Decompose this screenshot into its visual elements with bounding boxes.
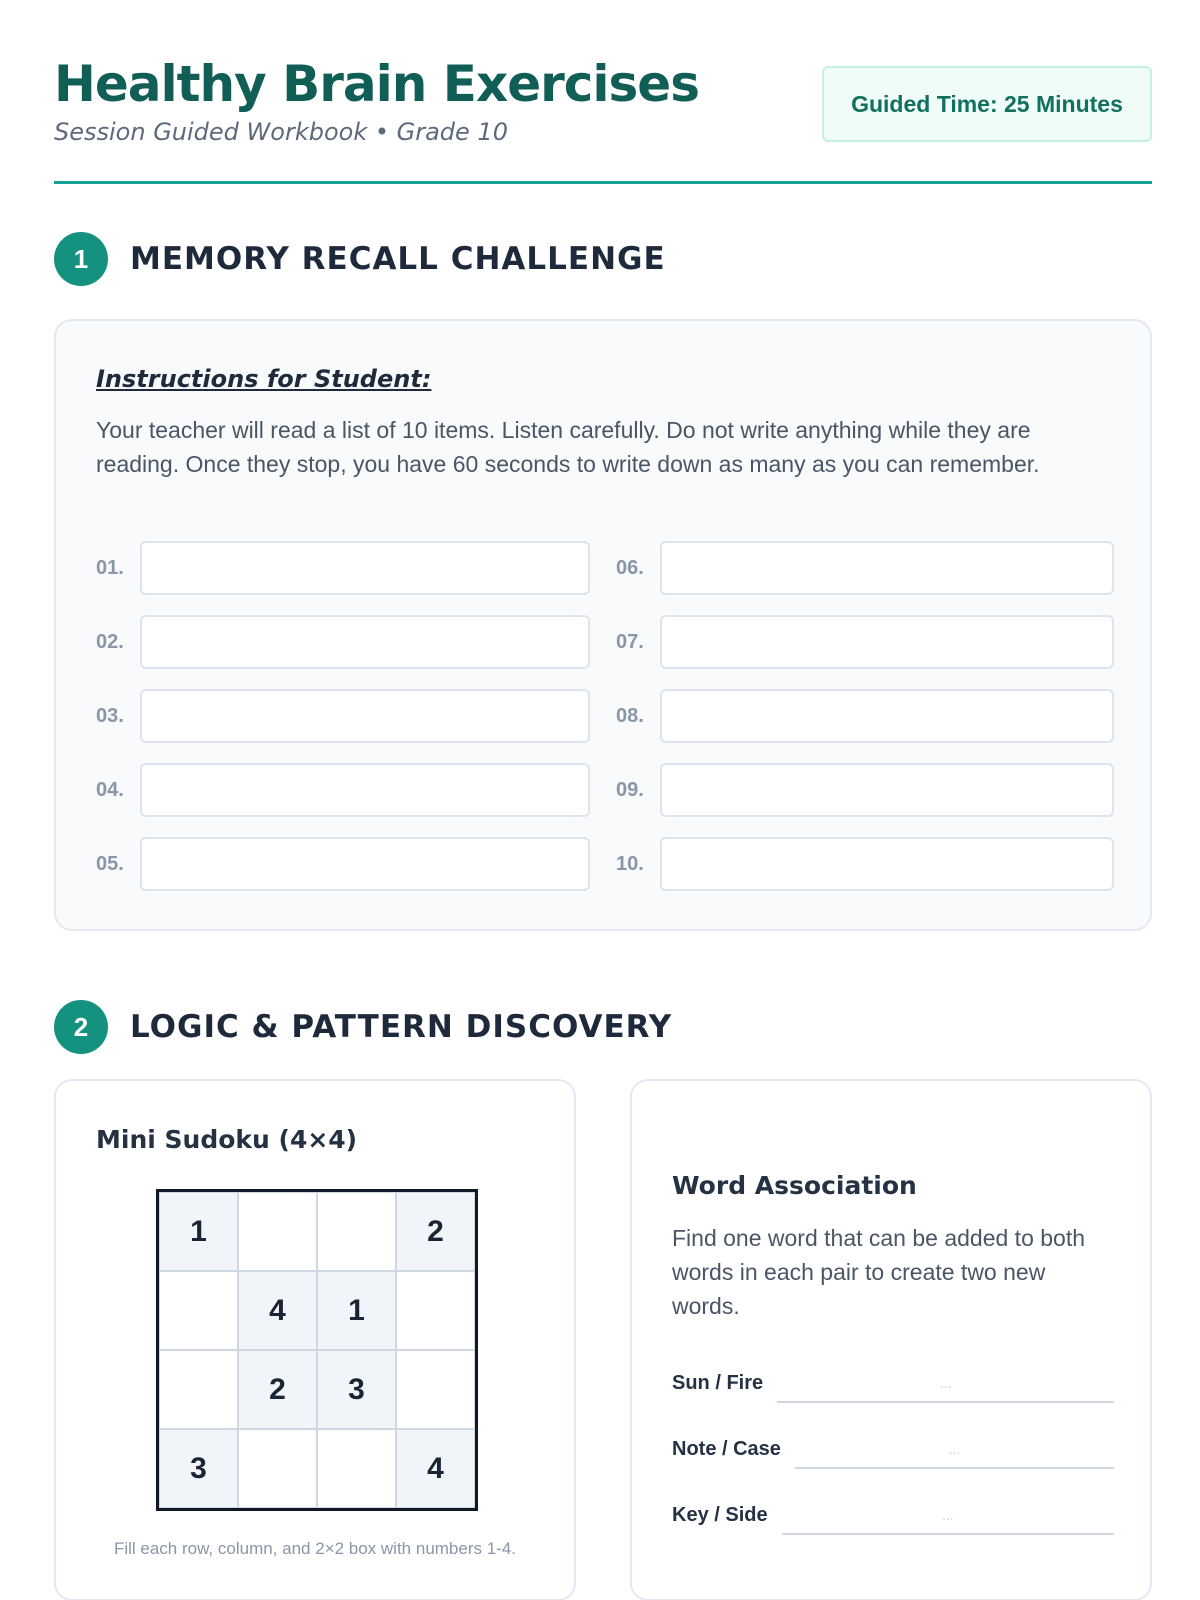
section-1-heading: [54, 232, 666, 286]
recall-number: 02.: [96, 630, 124, 653]
recall-answer-field[interactable]: [660, 615, 1114, 669]
word-pair-answer-field[interactable]: ...: [795, 1431, 1114, 1469]
sudoku-given-cell: 3: [159, 1429, 238, 1508]
page-title: Healthy Brain Exercises: [54, 55, 699, 113]
sudoku-grid: [156, 1189, 478, 1511]
recall-row: [96, 763, 590, 817]
recall-answer-field[interactable]: [660, 689, 1114, 743]
word-association-card: [630, 1079, 1152, 1600]
sudoku-given-cell: 2: [238, 1350, 317, 1429]
recall-number: 06.: [616, 556, 644, 579]
section-title: MEMORY RECALL CHALLENGE: [130, 241, 666, 277]
recall-answer-field[interactable]: [140, 689, 590, 743]
recall-row: [616, 689, 1114, 743]
word-association-description: Find one word that can be added to both words in each pair to create two new words.: [672, 1225, 1086, 1319]
sudoku-given-cell: 2: [396, 1192, 475, 1271]
word-pair-row: [672, 1429, 1114, 1469]
recall-answer-field[interactable]: [140, 763, 590, 817]
recall-number: 08.: [616, 704, 644, 727]
recall-number: 05.: [96, 852, 124, 875]
recall-row: [616, 615, 1114, 669]
instructions-text: Your teacher will read a list of 10 items. Listen carefully. Do not write anything while they are reading. Once they stop, you have 60 seconds to write down as many as you can remember.: [96, 417, 1040, 477]
recall-number: 09.: [616, 778, 644, 801]
word-pair-row: [672, 1363, 1114, 1403]
sudoku-empty-cell[interactable]: [317, 1192, 396, 1271]
section-2-heading: [54, 1000, 672, 1054]
section-title: LOGIC & PATTERN DISCOVERY: [130, 1009, 673, 1045]
recall-answer-field[interactable]: [140, 837, 590, 891]
recall-number: 03.: [96, 704, 124, 727]
sudoku-empty-cell[interactable]: [238, 1429, 317, 1508]
recall-row: [96, 689, 590, 743]
sudoku-given-cell: 3: [317, 1350, 396, 1429]
sudoku-given-cell: 4: [238, 1271, 317, 1350]
section-number-badge: 1: [54, 232, 108, 286]
sudoku-empty-cell[interactable]: [317, 1429, 396, 1508]
recall-answer-field[interactable]: [140, 615, 590, 669]
recall-number: 01.: [96, 556, 124, 579]
sudoku-given-cell: 4: [396, 1429, 475, 1508]
sudoku-title: Mini Sudoku (4×4): [96, 1125, 358, 1154]
recall-answer-field[interactable]: [660, 763, 1114, 817]
memory-recall-card: [54, 319, 1152, 931]
guided-time-badge: Guided Time: 25 Minutes: [822, 66, 1152, 142]
page-header: [54, 54, 1152, 184]
word-pair-row: [672, 1495, 1114, 1535]
word-pair-answer-field[interactable]: ...: [782, 1497, 1114, 1535]
sudoku-empty-cell[interactable]: [396, 1271, 475, 1350]
recall-row: [96, 541, 590, 595]
sudoku-empty-cell[interactable]: [238, 1192, 317, 1271]
word-pair-answer-field[interactable]: ...: [777, 1365, 1114, 1403]
sudoku-empty-cell[interactable]: [159, 1350, 238, 1429]
page-subtitle: Session Guided Workbook • Grade 10: [54, 118, 508, 146]
recall-row: [96, 615, 590, 669]
recall-number: 04.: [96, 778, 124, 801]
section-number-badge: 2: [54, 1000, 108, 1054]
recall-row: [616, 541, 1114, 595]
sudoku-card: [54, 1079, 576, 1600]
recall-number: 10.: [616, 852, 644, 875]
word-pair-label: Note / Case: [672, 1438, 781, 1460]
recall-row: [96, 837, 590, 891]
recall-row: [616, 837, 1114, 891]
recall-number: 07.: [616, 630, 644, 653]
sudoku-empty-cell[interactable]: [159, 1271, 238, 1350]
recall-row: [616, 763, 1114, 817]
sudoku-given-cell: 1: [317, 1271, 396, 1350]
recall-answer-field[interactable]: [140, 541, 590, 595]
sudoku-given-cell: 1: [159, 1192, 238, 1271]
instructions-title: Instructions for Student:: [96, 365, 432, 393]
word-pair-label: Key / Side: [672, 1504, 768, 1526]
word-association-title: Word Association: [672, 1171, 917, 1200]
recall-answer-field[interactable]: [660, 837, 1114, 891]
recall-answer-field[interactable]: [660, 541, 1114, 595]
sudoku-note: Fill each row, column, and 2×2 box with numbers 1-4.: [113, 1539, 517, 1558]
sudoku-empty-cell[interactable]: [396, 1350, 475, 1429]
word-pair-label: Sun / Fire: [672, 1372, 764, 1394]
